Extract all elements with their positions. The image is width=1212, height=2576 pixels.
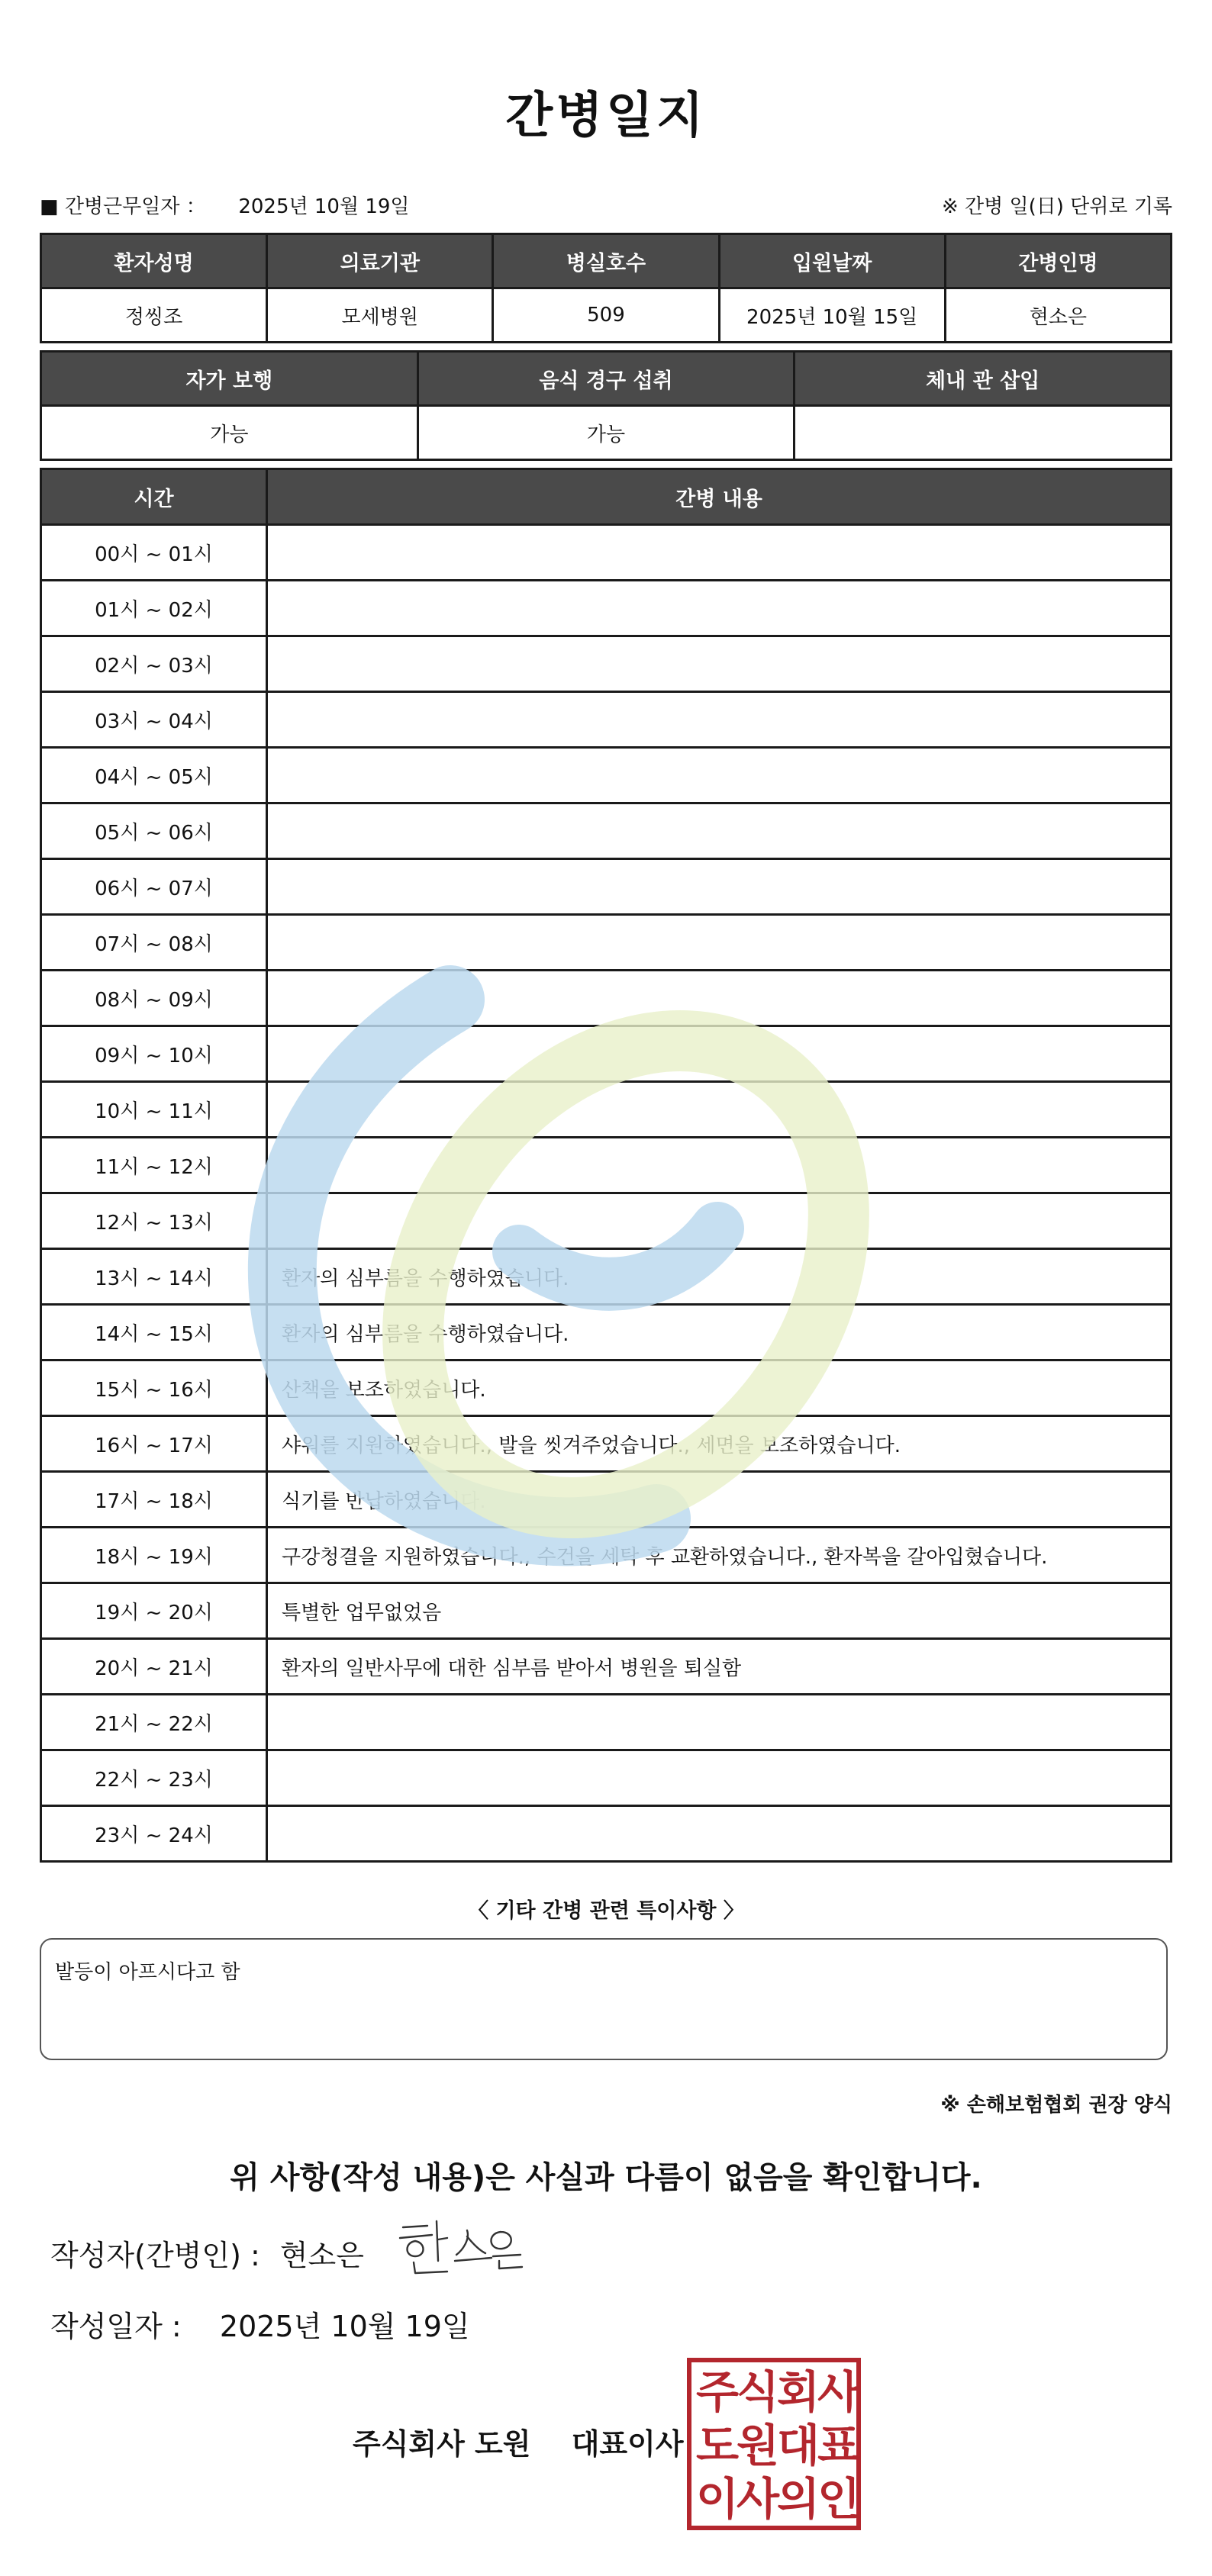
care-content: 환자의 심부름을 수행하였습니다.	[267, 1249, 1172, 1305]
hourly-care-log-table	[40, 468, 1172, 1863]
room-number: 509	[493, 288, 719, 343]
seal-text-line-3: 이사의인	[696, 2473, 859, 2525]
care-content: 산책을 보조하였습니다.	[267, 1360, 1172, 1416]
admission-date: 2025년 10월 15일	[719, 288, 945, 343]
header-care-content: 간병 내용	[267, 469, 1172, 525]
time-slot: 18시 ~ 19시	[41, 1528, 267, 1583]
table-row	[41, 971, 1172, 1026]
care-content	[267, 525, 1172, 581]
handwritten-signature	[397, 2217, 527, 2278]
table-row	[41, 1249, 1172, 1305]
care-content	[267, 915, 1172, 971]
company-signature-line	[353, 2420, 684, 2462]
time-slot: 09시 ~ 10시	[41, 1026, 267, 1082]
time-slot: 07시 ~ 08시	[41, 915, 267, 971]
caregiver-name: 현소은	[945, 288, 1171, 343]
time-slot: 11시 ~ 12시	[41, 1138, 267, 1193]
table-row	[41, 525, 1172, 581]
care-content: 구강청결을 지원하였습니다., 수건을 세탁 후 교환하였습니다., 환자복을 갈아입혔습니다.	[267, 1528, 1172, 1583]
company-name: 주식회사 도원	[353, 2427, 531, 2461]
care-content: 식기를 반납하였습니다.	[267, 1472, 1172, 1528]
patient-info-table	[40, 233, 1172, 343]
table-row	[41, 1472, 1172, 1528]
time-slot: 05시 ~ 06시	[41, 803, 267, 859]
care-content	[267, 1750, 1172, 1806]
table-row	[41, 1528, 1172, 1583]
care-content	[267, 803, 1172, 859]
table-row	[41, 1305, 1172, 1360]
header-admission-date: 입원날짜	[719, 234, 945, 288]
header-hospital: 의료기관	[267, 234, 493, 288]
care-content: 샤워를 지원하였습니다., 발을 씻겨주었습니다., 세면을 보조하였습니다.	[267, 1416, 1172, 1472]
time-slot: 21시 ~ 22시	[41, 1695, 267, 1750]
time-slot: 13시 ~ 14시	[41, 1249, 267, 1305]
time-slot: 03시 ~ 04시	[41, 692, 267, 748]
company-seal	[687, 2358, 861, 2530]
table-row	[41, 1583, 1172, 1639]
time-slot: 10시 ~ 11시	[41, 1082, 267, 1138]
table-row	[41, 1026, 1172, 1082]
notes-text: 발등이 아프시다고 함	[55, 1961, 240, 1984]
care-content: 환자의 일반사무에 대한 심부름 받아서 병원을 퇴실함	[267, 1639, 1172, 1695]
seal-text-line-1: 주식회사	[696, 2366, 859, 2418]
time-slot: 15시 ~ 16시	[41, 1360, 267, 1416]
table-row	[41, 1416, 1172, 1472]
table-row	[41, 748, 1172, 803]
time-slot: 08시 ~ 09시	[41, 971, 267, 1026]
notes-box	[40, 1938, 1168, 2060]
table-row	[41, 1193, 1172, 1249]
header-time: 시간	[41, 469, 267, 525]
writer-line	[50, 2232, 364, 2274]
time-slot: 12시 ~ 13시	[41, 1193, 267, 1249]
walking-value: 가능	[41, 406, 418, 460]
time-slot: 16시 ~ 17시	[41, 1416, 267, 1472]
table-row	[41, 1695, 1172, 1750]
table-row	[41, 1806, 1172, 1862]
hospital-name: 모세병원	[267, 288, 493, 343]
table-row	[41, 1750, 1172, 1806]
table-row	[41, 1360, 1172, 1416]
header-caregiver-name: 간병인명	[945, 234, 1171, 288]
time-slot: 14시 ~ 15시	[41, 1305, 267, 1360]
table-row	[41, 915, 1172, 971]
header-oral-intake: 음식 경구 섭취	[417, 352, 795, 406]
time-slot: 22시 ~ 23시	[41, 1750, 267, 1806]
recommend-note: ※ 손해보험협회 권장 양식	[940, 2094, 1172, 2117]
patient-status-table	[40, 350, 1172, 461]
time-slot: 02시 ~ 03시	[41, 636, 267, 692]
table-row	[41, 1639, 1172, 1695]
care-content	[267, 1026, 1172, 1082]
time-slot: 04시 ~ 05시	[41, 748, 267, 803]
table-row	[41, 581, 1172, 636]
care-content	[267, 748, 1172, 803]
table-row	[41, 636, 1172, 692]
written-date-line	[50, 2303, 470, 2345]
time-slot: 01시 ~ 02시	[41, 581, 267, 636]
time-slot: 19시 ~ 20시	[41, 1583, 267, 1639]
table-row	[41, 859, 1172, 915]
care-content: 특별한 업무없었음	[267, 1583, 1172, 1639]
care-content	[267, 1082, 1172, 1138]
care-content	[267, 859, 1172, 915]
meta-row	[40, 189, 1172, 220]
notes-title: 〈 기타 간병 관련 특이사항 〉	[468, 1899, 744, 1923]
care-content: 환자의 심부름을 수행하였습니다.	[267, 1305, 1172, 1360]
confirmation-statement: 위 사항(작성 내용)은 사실과 다름이 없음을 확인합니다.	[230, 2160, 982, 2195]
care-content	[267, 692, 1172, 748]
care-content	[267, 1806, 1172, 1862]
table-row	[41, 692, 1172, 748]
care-content	[267, 1695, 1172, 1750]
ceo-title: 대표이사	[571, 2427, 684, 2461]
work-date-label: ■ 간병근무일자 ：	[40, 195, 206, 218]
writer-name: 현소은	[279, 2239, 364, 2272]
table-row	[41, 1138, 1172, 1193]
work-date-value: 2025년 10월 19일	[238, 195, 410, 218]
time-slot: 23시 ~ 24시	[41, 1806, 267, 1862]
time-slot: 06시 ~ 07시	[41, 859, 267, 915]
header-patient-name: 환자성명	[41, 234, 267, 288]
patient-name: 정씽조	[41, 288, 267, 343]
written-date-value: 2025년 10월 19일	[219, 2310, 470, 2343]
care-content	[267, 636, 1172, 692]
care-content	[267, 581, 1172, 636]
time-slot: 00시 ~ 01시	[41, 525, 267, 581]
care-content	[267, 1138, 1172, 1193]
document-title: 간병일지	[505, 88, 707, 144]
work-date	[40, 191, 410, 219]
table-row	[41, 1082, 1172, 1138]
care-content	[267, 971, 1172, 1026]
header-tube-insertion: 체내 관 삽입	[795, 352, 1172, 406]
written-date-label: 작성일자 :	[50, 2310, 182, 2343]
tube-insertion-value	[795, 406, 1172, 460]
oral-intake-value: 가능	[417, 406, 795, 460]
care-content	[267, 1193, 1172, 1249]
header-walking: 자가 보행	[41, 352, 418, 406]
table-row	[41, 803, 1172, 859]
time-slot: 17시 ~ 18시	[41, 1472, 267, 1528]
header-room-number: 병실호수	[493, 234, 719, 288]
time-slot: 20시 ~ 21시	[41, 1639, 267, 1695]
seal-text-line-2: 도원대표	[696, 2420, 859, 2471]
record-unit-note: ※ 간병 일(日) 단위로 기록	[941, 195, 1172, 218]
writer-label: 작성자(간병인) :	[50, 2239, 260, 2272]
